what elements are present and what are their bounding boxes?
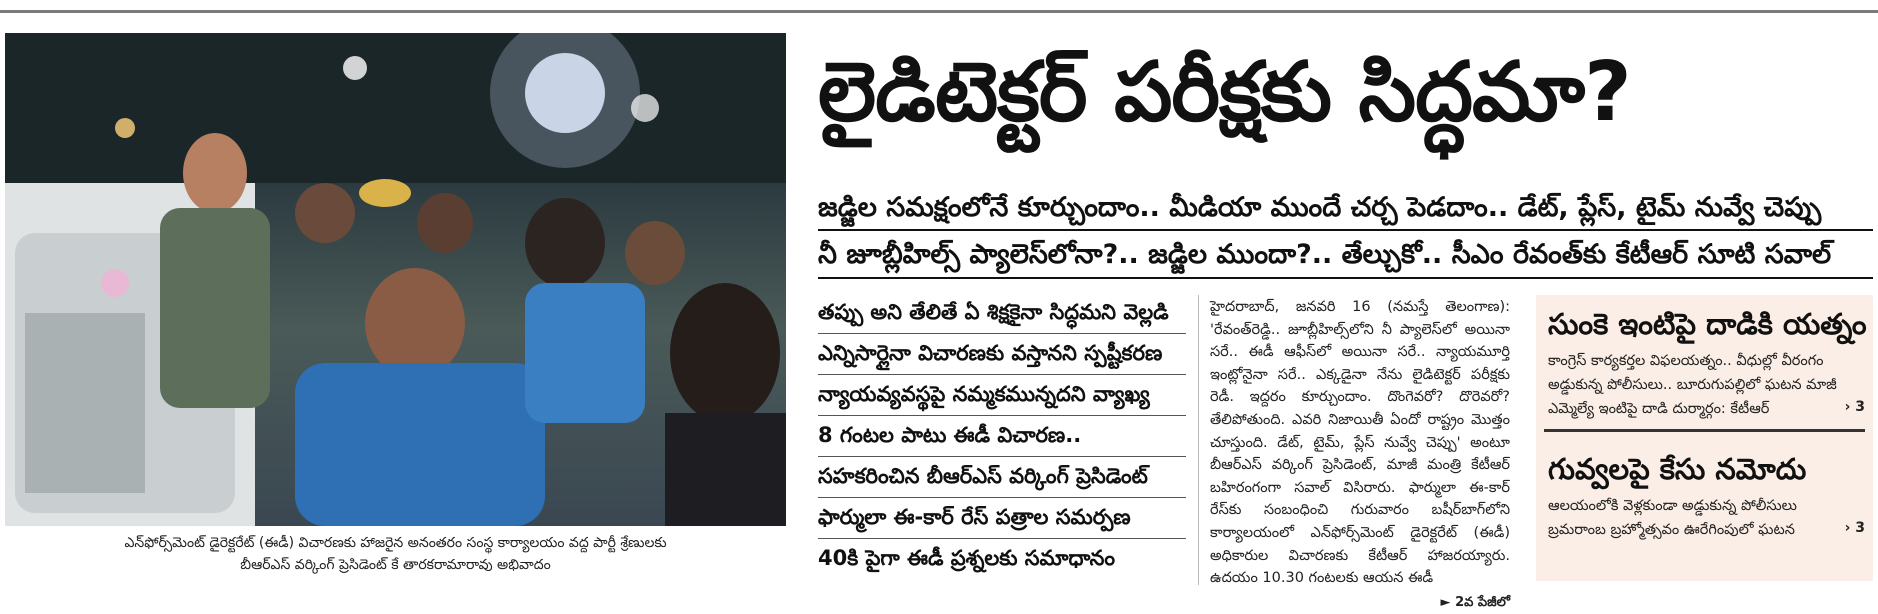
sidebar-divider: [1544, 429, 1865, 432]
highlight-item: ఫార్ములా ఈ-కార్ రేస్ పత్రాల సమర్పణ: [818, 498, 1186, 539]
story-body: [1210, 296, 1510, 614]
page-ref-number: 3: [1855, 520, 1865, 536]
sidebar-box: [1536, 295, 1873, 581]
highlight-item: 8 గంటల పాటు ఈడీ విచారణ..: [818, 416, 1186, 457]
highlight-item: సహకరించిన బీఆర్‌ఎస్ వర్కింగ్ ప్రెసిడెంట్: [818, 457, 1186, 498]
page-ref-link[interactable]: › 3: [1844, 520, 1865, 536]
subheadline: నీ జూబ్లీహిల్స్ ప్యాలెస్‌లోనా?.. జడ్జిల ముందా?.. తేల్చుకో.. సీఎం రేవంత్‌కు కేటీఆర్ సూటి సవాల్: [818, 239, 1832, 270]
highlight-item: 40కి పైగా ఈడీ ప్రశ్నలకు సమాధానం: [818, 546, 1116, 570]
sidebar-headline: గువ్వలపై కేసు నమోదు: [1548, 452, 1807, 486]
page-ref-link[interactable]: › 3: [1844, 399, 1865, 415]
page-ref-number: 3: [1855, 399, 1865, 415]
highlight-item: తప్పు అని తేలితే ఏ శిక్షకైనా సిద్ధమని వెల్లడి: [818, 293, 1186, 334]
main-headline: లైడిటెక్టర్ పరీక్షకు సిద్ధమా?: [818, 45, 1631, 140]
top-rule: [0, 10, 1878, 13]
lead-photo: [5, 33, 786, 526]
sidebar-text-body: ఆలయంలోకి వెళ్లకుండా అడ్డుకున్న పోలీసులు బ్రమరాంబ బ్రహ్మోత్సవం ఊరేగింపులో ఘటన: [1548, 498, 1797, 538]
subheadline: జడ్జిల సమక్షంలోనే కూర్చుందాం.. మీడియా ముందే చర్చ పెడదాం.. డేట్, ప్లేస్, టైమ్ నువ్వే చెప్పు: [818, 192, 1822, 223]
highlight-item: ఎన్నిసార్లైనా విచారణకు వస్తానని స్పష్టీకరణ: [818, 334, 1186, 375]
sidebar-text: [1536, 349, 1873, 421]
continued-label: 2వ పేజీలో: [1455, 594, 1510, 610]
column-divider: [1198, 295, 1199, 585]
sidebar-headline: సుంకె ఇంటిపై దాడికి యత్నం: [1548, 307, 1867, 341]
sidebar-text-body: కాంగ్రెస్ కార్యకర్తల విఫలయత్నం.. వీధుల్లో వీరంగం అడ్డుకున్న పోలీసులు.. బూరుగుపల్లిలో ఘటన మాజీ ఎమ్మెల్యే ఇంటిపై దాడి దుర్మార్గం: కేటీఆర్: [1548, 353, 1837, 417]
highlights-list: [818, 293, 1186, 579]
subhead-divider: [818, 229, 1873, 231]
highlight-item: న్యాయవ్యవస్థపై నమ్మకమున్నదని వ్యాఖ్య: [818, 375, 1186, 416]
continued-on-page-link[interactable]: ► 2వ పేజీలో: [1440, 594, 1510, 610]
crowd-photo-illustration: [5, 33, 786, 526]
subhead-divider: [818, 277, 1873, 279]
caption-line: ఎన్‌ఫోర్స్‌మెంట్ డైరెక్టరేట్ (ఈడీ) విచారణకు హాజరైన అనంతరం సంస్థ కార్యాలయం వద్ద పార్టీ శ్రేణులకు: [124, 535, 667, 551]
sidebar-text: [1536, 494, 1873, 542]
caption-line: బీఆర్‌ఎస్ వర్కింగ్ ప్రెసిడెంట్ కే తారకరామారావు అభివాదం: [240, 557, 551, 573]
photo-caption: [5, 532, 786, 576]
story-text: హైదరాబాద్, జనవరి 16 (నమస్తే తెలంగాణ): 'రేవంత్‌రెడ్డి.. జూబ్లీహిల్స్‌లోని నీ ప్యాలెస్‌లో అయినా సరే.. ఈడీ ఆఫీస్‌లో అయినా సరే.. న్యాయమూర్తి ఇంట్లోనైనా సరే.. ఎక్కడైనా నేను లైడిటెక్టర్ పరీక్షకు రెడీ. ఇద్దరం కూర్చుందాం. దొంగెవరో? దొరెవరో? తేలిపోతుంది. ఎవరి నిజాయితీ ఏందో రాష్ట్రం మొత్తం చూస్తుంది. డేట్, టైమ్, ప్లేస్ నువ్వే చెప్పు' అంటూ బీఆర్‌ఎస్ వర్కింగ్ ప్రెసిడెంట్, మాజీ మంత్రి కేటీఆర్ బహిరంగంగా సవాల్ విసిరారు. ఫార్ములా ఈ-కార్ రేస్‌కు సంబంధించి గురువారం బషీర్‌బాగ్‌లోని కార్యాలయంలో ఎన్‌ఫోర్స్‌మెంట్ డైరెక్టరేట్ (ఈడీ) అధికారుల విచారణకు కేటీఆర్ హాజరయ్యారు. ఉదయం 10.30 గంటలకు ఆయన ఈడీ: [1210, 299, 1510, 587]
